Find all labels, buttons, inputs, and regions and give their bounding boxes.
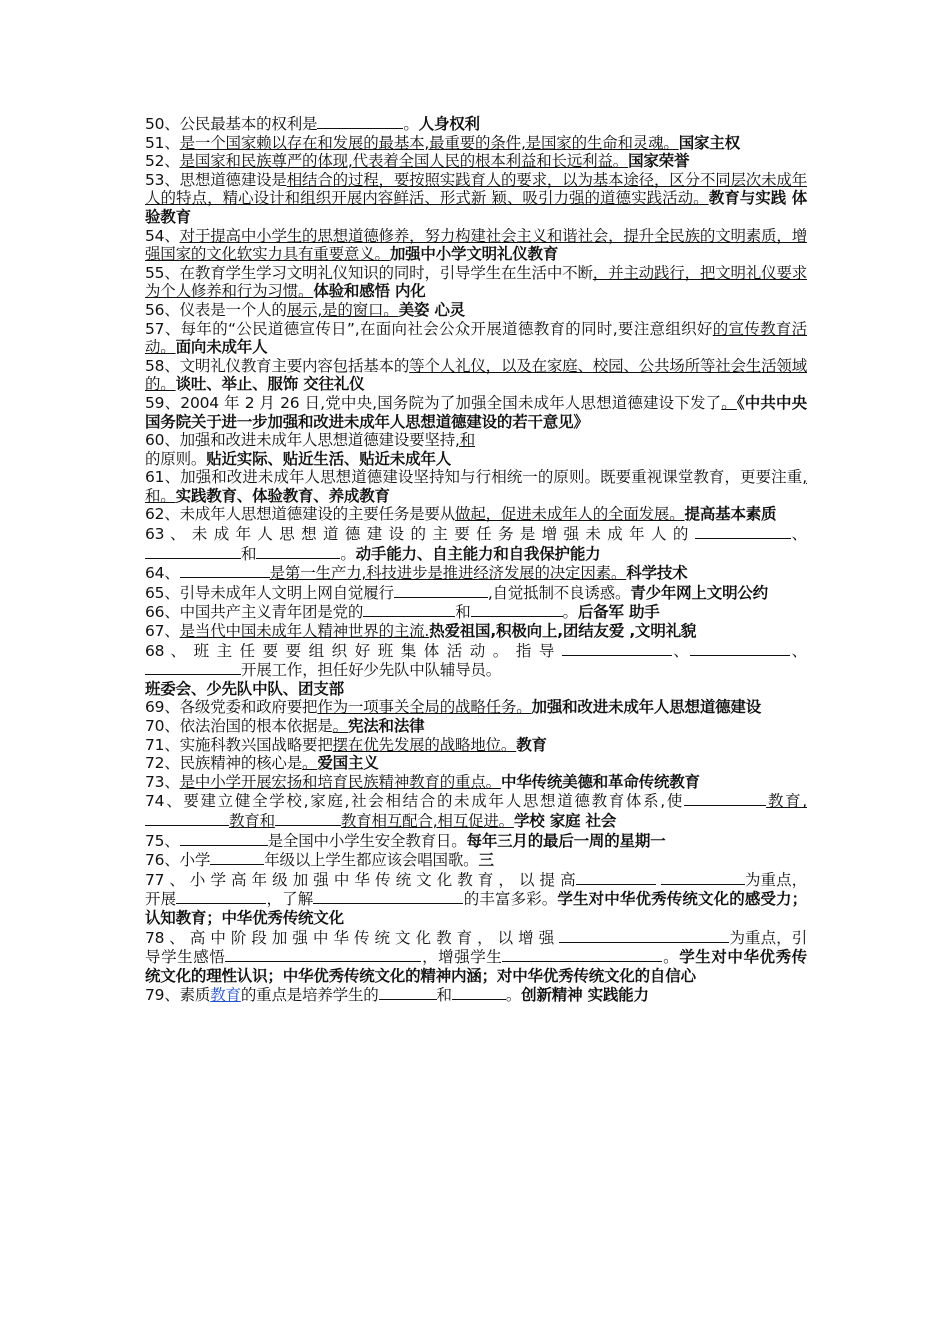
answer-text: 学生对中华优秀传统文化的感受力；认知教育；中华优秀传统文化 [145,890,807,927]
question-text: 的丰富多彩。 [463,890,558,909]
question-text: ,自觉抵制不良诱惑。 [487,583,631,602]
question-text: ，并主动践行，把文明礼仪要求为个人修养和行为习惯。 [145,263,808,301]
question-75 [145,831,807,851]
question-text: 的宣传教育活动。 [145,319,807,357]
answer-blank [661,870,745,885]
question-text: 77 、 小 学 高 年 级 加 强 中 华 传 统 文 化 教 育 ， 以 提 高 [145,870,576,889]
question-text: 开展工作，担任好少先队中队辅导员。 [241,661,502,680]
question-text: 75、 [145,831,180,850]
question-text: 79、素质 [145,986,211,1005]
answer-text: 学校 家庭 社会 [513,811,617,830]
answer-text: 《中共中央国务院关于进一步加强和改进未成年人思想道德建设的若干意见》 [145,393,807,431]
question-52 [145,152,807,171]
answer-text: 实践教育、体验教育、养成教育 [175,486,390,505]
answer-blank [225,947,421,962]
question-79 [145,985,807,1005]
answer-blank [210,850,264,865]
answer-text: 热爱祖国,积极向上,团结友爱 ,文明礼貌 [429,622,697,641]
question-text: 。 [721,393,737,412]
answer-blank [180,831,268,846]
question-text: 53、思想道德建设是 [145,170,287,189]
question-text: 、 [790,525,807,544]
answer-blank [379,985,437,1000]
question-text: 教育相互配合,相互促进。 [340,811,514,830]
question-text: 50、公民最基本的权利是 [145,115,318,133]
answer-blank [180,563,270,578]
question-text: 为重点，开展 [145,870,807,909]
question-text: 作为一项事关全局的战略任务。 [317,698,532,717]
answer-blank [562,641,672,656]
answer-text: 加强中小学文明礼仪教育 [389,245,559,264]
answer-text: 提高基本素质 [684,505,777,524]
question-text: 是第一生产力,科技进步是推进经济发展的决定因素。 [269,564,627,583]
question-text: 57、每年的“公民道德宣传日”,在面向社会公众开展道德教育的同时,要注意组织好 [145,319,713,338]
question-text: 64、 [145,564,180,583]
question-72 [145,754,807,773]
question-text: 的原则。 [145,449,207,468]
question-60 [145,431,807,468]
question-text: 。 [332,717,348,735]
answer-blank [313,889,463,904]
answer-text: 三 [478,851,494,870]
question-text: 做起，促进未成年人的全面发展。 [455,505,685,524]
answer-text: 体验和感悟 内化 [313,282,426,301]
question-69 [145,698,807,717]
answer-blank [363,602,455,617]
question-61 [145,468,807,505]
question-text: 年级以上学生都应该会唱国歌。 [264,851,479,870]
question-text: 、 [671,641,691,660]
question-66 [145,602,807,622]
question-68 [145,641,807,699]
question-text: 是当代中国未成年人精神世界的主流. [179,622,430,641]
question-text: 71、实施科教兴国战略要把 [145,735,333,754]
question-text: 、 [790,641,807,660]
question-text: ，了解 [266,890,314,909]
question-text: ，增强学生 [421,948,503,967]
answer-text: 宪法和法律 [347,717,425,735]
answer-text: 国家荣誉 [628,152,690,171]
question-text: 。 [302,754,318,773]
question-text: 68 、 班 主 任 要 要 组 织 好 班 集 体 活 动 。 指 导 [145,641,556,660]
answer-blank [145,811,229,826]
question-63 [145,524,807,563]
question-text: 74、要建立健全学校,家庭,社会相结合的未成年人思想道德教育体系,使 [145,792,685,811]
question-text: 66、中国共产主义青年团是党的 [145,603,364,622]
question-text: 55、在教育学生学习文明礼仪知识的同时，引导学生在生活中不断 [145,263,593,282]
question-56 [145,301,807,320]
question-50 [145,114,807,134]
question-number: 51、 [145,133,180,152]
answer-text: 加强和改进未成年人思想道德建设 [531,698,762,717]
question-text: 教育和 [229,811,275,830]
question-text: ,和 [455,431,476,450]
question-text: 62、未成年人思想道德建设的主要任务是要从 [145,505,456,524]
question-59 [145,394,807,431]
question-text: 和 [436,986,452,1005]
question-number: 54、 [145,226,180,245]
question-text: 是国家和民族尊严的体现,代表着全国人民的根本利益和长远利益。 [179,152,629,171]
question-text: 展示,是的窗口。 [286,300,399,319]
answer-text: 创新精神 实践能力 [521,986,649,1005]
question-text: 59、2004 年 2 月 26 日,党中央,国务院为了加强全国未成年人思想道德建设下发了 [145,393,722,412]
answer-text: 动手能力、自主能力和自我保护能力 [355,544,601,563]
question-text: 60、加强和改进未成年人思想道德建设要坚持 [145,431,456,450]
question-text: 69、各级党委和政府要把 [145,698,318,717]
question-text: 。 [340,544,356,563]
answer-text: 学生对中华优秀传统文化的理性认识；中华优秀传统文化的精神内涵；对中华优秀传统文化的自信心 [145,948,807,985]
answer-blank [256,544,340,559]
answer-blank [394,583,488,598]
question-text: 。 [562,603,578,622]
question-76 [145,850,807,870]
question-55 [145,264,807,301]
answer-blank [275,811,341,826]
question-text: 相结合的过程，要按照实践育人的要求，以为基本途径，区分不同层次未成年人的特点，精心设计和组织开展内容鲜活、形式新 颖、吸引力强的道德实践活动。 [145,170,808,208]
question-text: 等个人礼仪，以及在家庭、校园、公共场所等社会生活领域的。 [145,356,807,394]
question-58 [145,357,807,394]
question-77 [145,870,807,928]
answer-blank [317,114,403,129]
question-text: 56、仪表是一个人的 [145,300,287,319]
question-text: 63 、 未 成 年 人 思 想 道 德 建 设 的 主 要 任 务 是 增 强 未 成 年 人 的 [145,525,690,544]
question-text: 78 、 高 中 阶 段 加 强 中 华 传 统 文 化 教 育 ， 以 增 强 [145,928,555,947]
answer-text: 中华传统美德和革命传统教育 [500,772,700,791]
question-67 [145,622,807,641]
question-text: 76、小学 [145,851,211,870]
answer-blank [145,544,241,559]
question-57 [145,320,807,357]
answer-blank [502,947,662,962]
question-70 [145,717,807,736]
answer-text: 国家主权 [678,133,740,152]
question-62 [145,505,807,524]
question-text: 是一个国家赖以存在和发展的最基本,最重要的条件,是国家的生命和灵魂。 [179,133,679,152]
question-text: 是中小学开展宏扬和培育民族精神教育的重点。 [179,772,501,791]
question-65 [145,583,807,603]
question-number: 73、 [145,772,180,791]
question-71 [145,736,807,755]
answer-text: 教育与实践 体验教育 [145,189,808,226]
question-73 [145,773,807,792]
education-link[interactable]: 教育 [210,986,241,1005]
question-text: 。 [505,986,522,1005]
answer-blank [695,524,791,539]
question-53 [145,171,807,227]
question-text: 摆在优先发展的战略地位。 [332,735,517,754]
question-text: 。 [662,948,680,967]
answer-text: 人身权利 [418,115,480,133]
question-text: ,和。 [145,468,807,505]
answer-text: 爱国主义 [317,754,379,773]
question-text: 65、引导未成年人文明上网自觉履行 [145,583,394,602]
question-number: 67、 [145,622,180,641]
question-number: 52、 [145,152,180,171]
document-page [145,114,807,1005]
question-text: 和 [455,603,471,622]
question-74 [145,791,807,830]
answer-text: 青少年网上文明公约 [630,583,768,602]
question-64 [145,563,807,583]
question-text: 的重点是培养学生的 [240,986,379,1005]
question-text: 为重点，引导学生感悟 [145,928,807,967]
question-text: 。 [403,115,419,133]
question-text: 对于提高中小学生的思想道德修养，努力构建社会主义和谐社会，提升全民族的文明素质，增强国家的文化软实力具有重要意义。 [145,226,808,264]
answer-text: 教育 [516,735,547,754]
answer-text: 谈吐、举止、服饰 交往礼仪 [175,375,365,394]
answer-text: 美姿 心灵 [398,300,465,319]
answer-text: 面向未成年人 [175,338,268,357]
question-text: 是全国中小学生安全教育日。 [267,831,467,850]
answer-blank [576,870,656,885]
question-78 [145,928,807,986]
question-51 [145,134,807,153]
answer-text: 贴近实际、贴近生活、贴近未成年人 [206,449,452,468]
answer-blank [690,641,790,656]
question-text: 教育, [766,792,807,811]
question-text: 72、民族精神的核心是 [145,754,303,773]
question-text: 61、加强和改进未成年人思想道德建设坚持知与行相统一的原则。既要重视课堂教育，更要注重 [145,468,803,487]
question-text: 和 [241,544,257,563]
question-text: 58、文明礼仪教育主要内容包括基本的 [145,356,410,375]
answer-blank [559,928,729,943]
answer-text: 每年三月的最后一周的星期一 [466,831,666,850]
question-54 [145,227,807,264]
question-text: 70、依法治国的根本依据是 [145,717,333,735]
answer-text: 班委会、少先队中队、团支部 [145,679,344,698]
answer-text: 后备军 助手 [577,603,660,622]
answer-blank [452,985,506,1000]
answer-blank [471,602,563,617]
answer-text: 科学技术 [626,564,688,583]
answer-blank [684,791,766,806]
answer-blank [176,889,266,904]
answer-blank [145,660,241,675]
